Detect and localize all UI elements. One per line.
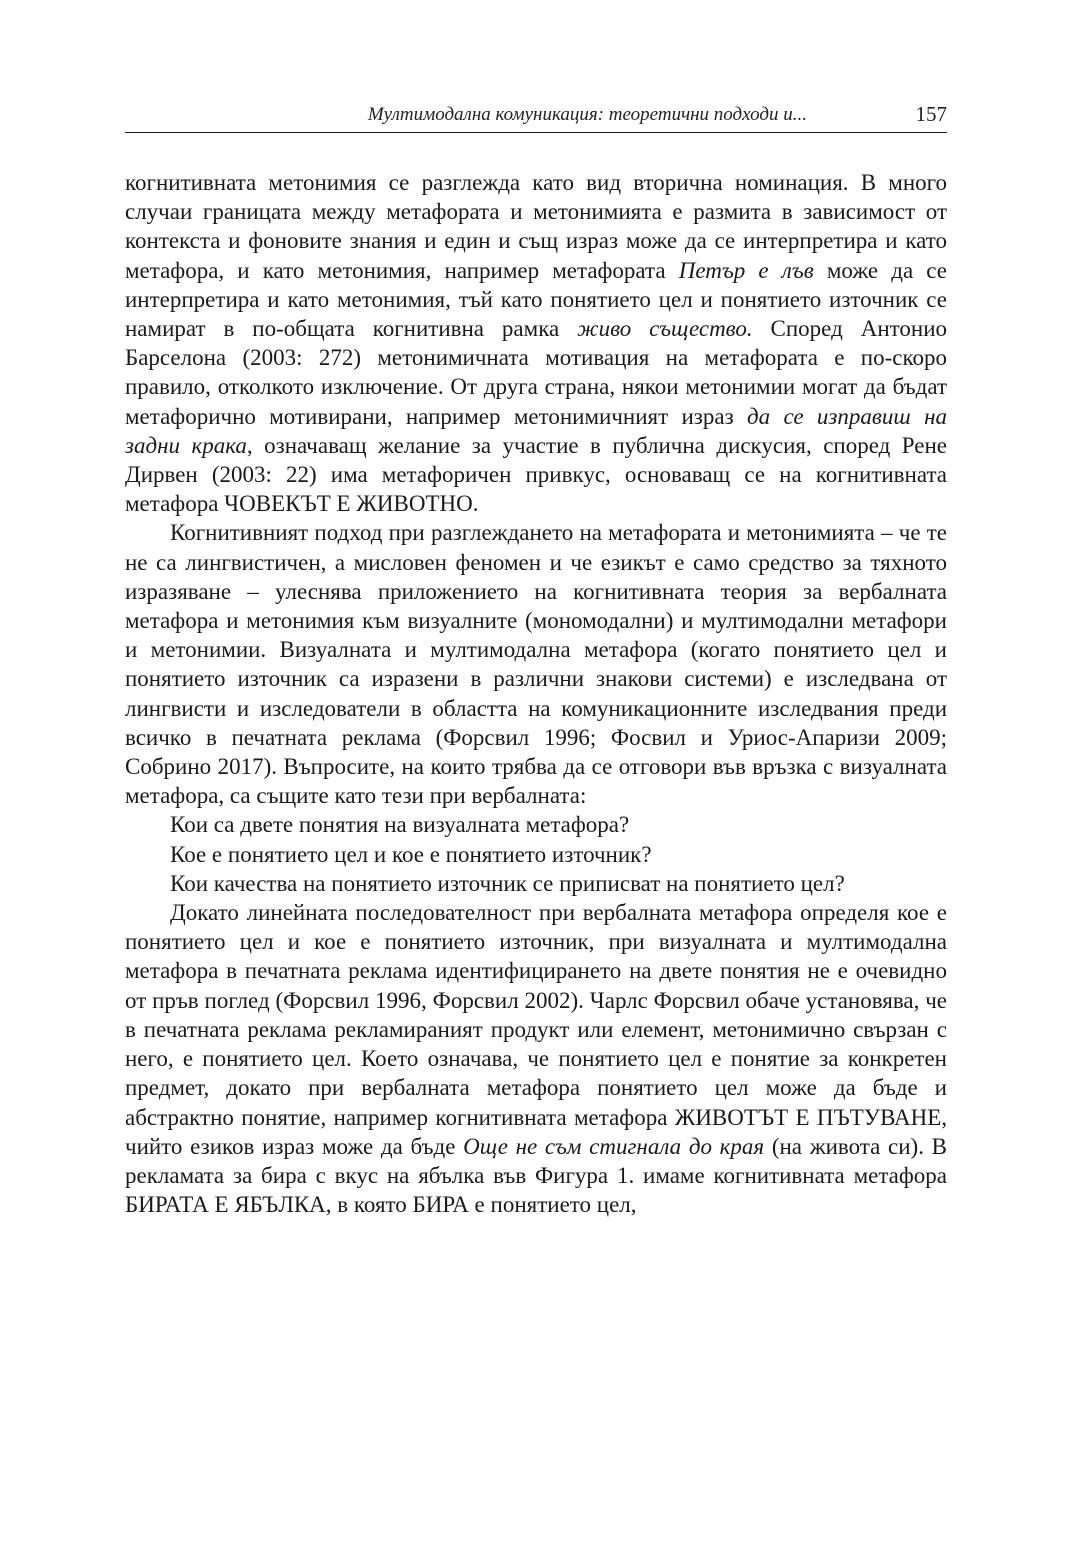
question-3: Кои качества на понятието източник се приписват на понятието цел? [170,870,845,896]
p1-text-2: може да се интерпретира и като метонимия, тъй като понятието цел и понятието източник се намират в по-общата когнитивна рамка [125,257,947,342]
p3-text-2: (на живота си). В рекламата за бира с вкус на ябълка във Фигура 1. имаме когнитивната метафора БИРАТА Е ЯБЪЛКА, в която БИРА е понятието цел, [125,1133,947,1218]
question-2: Кое е понятието цел и кое е понятието източник? [170,841,652,867]
page-number: 157 [915,102,947,126]
running-title: Мултимодална комуникация: теоретични подходи и... [367,104,807,125]
p1-example-krakа: да се изправиш на задни крака [125,403,947,458]
paragraph-3 [125,898,947,1219]
p1-text-1: когнитивната метонимия се разглежда като вид вторична номинация. В много случаи границата между метафората и метонимията е размита в зависимост от контекста и фоновите знания и един и същ израз може да се интерпретира и като метафора, и като метонимия, например метафората [125,170,947,283]
p1-example-zhivo: живо същество. [577,316,753,342]
p3-text-1: Докато линейната последователност при вербалната метафора определя кое е понятието цел и кое е понятието източник, при визуалната и мултимодална метафора в печатната реклама идентифицирането на двете понятия не е очевидно от пръв поглед (Форсвил 1996, Форсвил 2002). Чарлс Форсвил обаче установява, че в печатната реклама рекламираният продукт или елемент, метонимично свързан с него, е понятието цел. Което означава, че понятието цел е понятие за конкретен предмет, докато при вербалната метафора понятието цел може да бъде и абстрактно понятие, например когнитивната метафора ЖИВОТЪТ Е ПЪТУВАНЕ, чийто езиков израз може да бъде [125,900,947,1159]
p1-text-4: , означаващ желание за участие в публична дискусия, според Рене Дирвен (2003: 22) има метафоричен привкус, основаващ се на когнитивната метафора ЧОВЕКЪТ Е ЖИВОТНО. [125,432,947,517]
p3-example-kraya: Още не съм стигнала до края [463,1133,765,1159]
p1-example-petar: Петър е лъв [678,257,814,283]
paragraph-2: Когнитивният подход при разглеждането на метафората и метонимията – че те не са лингвистичен, а мисловен феномен и че езикът е само средство за тяхното изразяване – улеснява приложението на когнитивната теория за вербалната метафора и метонимия към визуалните (мономодални) и мултимодални метафори и метонимии. Визуалната и мултимодална метафора (когато понятието цел и понятието източник са изразени в различни знакови системи) е изследвана от лингвисти и изследователи в областта на комуникационните изследвания преди всичко в печатната реклама (Форсвил 1996; Фосвил и Уриос-Апаризи 2009; Собрино 2017). Въпросите, на които трябва да се отговори във връзка с визуалната метафора, са същите като тези при вербалната: [125,520,947,809]
paragraph-1 [125,168,947,518]
p1-text-3: Според Антонио Барселона (2003: 272) метонимичната мотивация на метафората е по-скоро правило, отколкото изключение. От друга страна, някои метонимии могат да бъдат метафорично мотивирани, например метонимичният израз [125,316,948,429]
question-1: Кои са двете понятия на визуалната метафора? [170,812,630,838]
body-text [125,168,947,1219]
running-header [125,100,947,133]
